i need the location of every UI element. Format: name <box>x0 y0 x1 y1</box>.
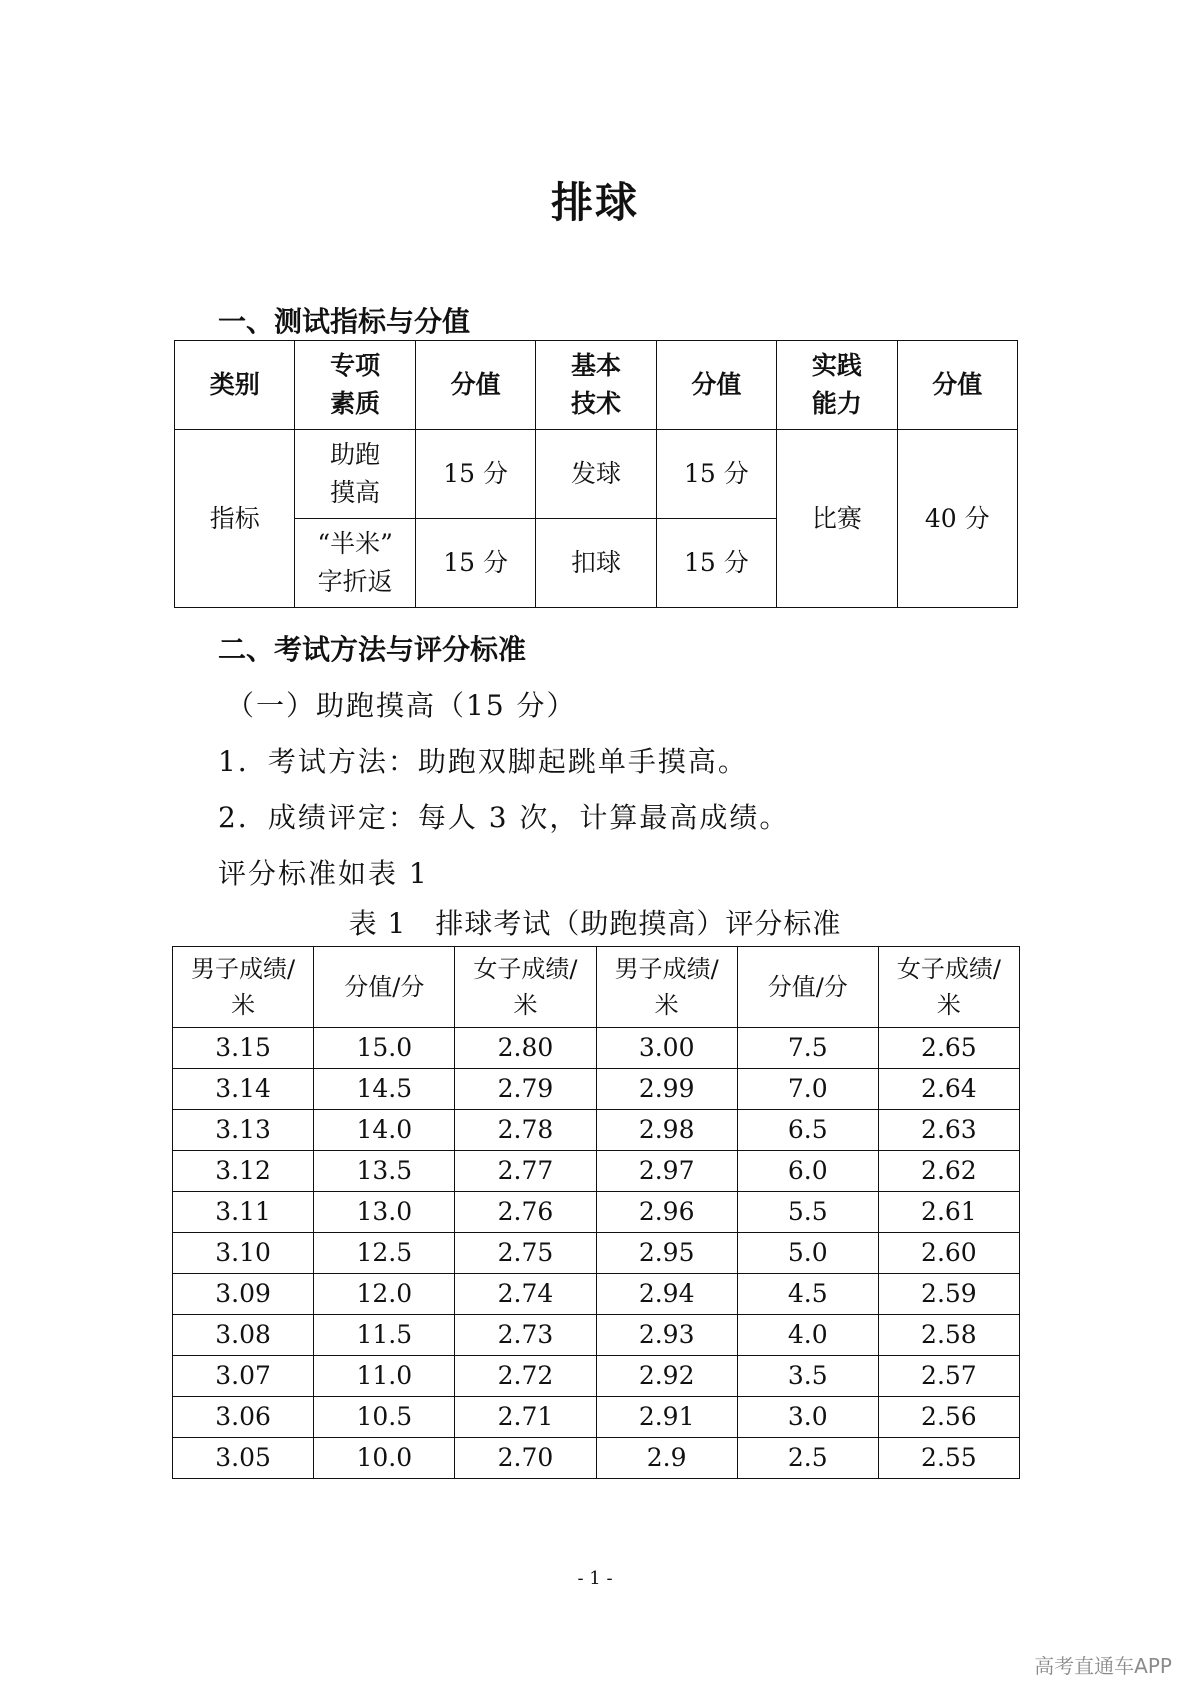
table-row <box>173 1069 1020 1110</box>
table-cell: 5.0 <box>737 1233 878 1274</box>
table-cell: 3.08 <box>173 1315 314 1356</box>
table-cell: 14.5 <box>314 1069 455 1110</box>
table-cell: 3.10 <box>173 1233 314 1274</box>
table-cell: 6.5 <box>737 1110 878 1151</box>
table-cell: 2.62 <box>878 1151 1019 1192</box>
table-cell: 2.77 <box>455 1151 596 1192</box>
table-cell: 11.0 <box>314 1356 455 1397</box>
table-cell: 11.5 <box>314 1315 455 1356</box>
score-cell: 15 分 <box>656 519 776 608</box>
table-cell: 13.5 <box>314 1151 455 1192</box>
score-cell: 15 分 <box>415 519 535 608</box>
table-cell: 2.76 <box>455 1192 596 1233</box>
header-cell: 男子成绩/ 米 <box>173 947 314 1028</box>
table-cell: 2.95 <box>596 1233 737 1274</box>
subsection-heading: （一）助跑摸高（15 分） <box>226 689 577 722</box>
table-cell: 2.92 <box>596 1356 737 1397</box>
table-cell: 3.13 <box>173 1110 314 1151</box>
table-cell: 2.80 <box>455 1028 596 1069</box>
score-index-table <box>174 340 1018 608</box>
table-body <box>173 1028 1020 1479</box>
watermark: 高考直通车APP <box>1034 1654 1172 1678</box>
table-cell: 2.98 <box>596 1110 737 1151</box>
page-title: 排球 <box>550 178 639 227</box>
table-cell: 3.09 <box>173 1274 314 1315</box>
table-cell: 4.0 <box>737 1315 878 1356</box>
table-cell: 3.00 <box>596 1028 737 1069</box>
table-cell: 5.5 <box>737 1192 878 1233</box>
table-cell: 10.5 <box>314 1397 455 1438</box>
table-row <box>173 1274 1020 1315</box>
table-cell: 2.63 <box>878 1110 1019 1151</box>
header-cell: 分值 <box>897 341 1017 430</box>
table-row <box>173 1233 1020 1274</box>
table-cell: 2.57 <box>878 1356 1019 1397</box>
score-cell: 15 分 <box>415 430 535 519</box>
table-row <box>173 1315 1020 1356</box>
header-cell: 女子成绩/ 米 <box>878 947 1019 1028</box>
category-cell: 指标 <box>175 430 295 608</box>
table-cell: 3.0 <box>737 1397 878 1438</box>
table-row <box>175 430 1018 519</box>
practice-cell: 比赛 <box>777 430 897 608</box>
table-cell: 3.5 <box>737 1356 878 1397</box>
table-row <box>173 1028 1020 1069</box>
header-cell: 女子成绩/ 米 <box>455 947 596 1028</box>
table-cell: 2.79 <box>455 1069 596 1110</box>
table-cell: 15.0 <box>314 1028 455 1069</box>
table-cell: 2.9 <box>596 1438 737 1479</box>
table-cell: 2.74 <box>455 1274 596 1315</box>
table-row <box>173 1356 1020 1397</box>
technique-cell: 扣球 <box>536 519 656 608</box>
table-cell: 3.07 <box>173 1356 314 1397</box>
table-cell: 2.91 <box>596 1397 737 1438</box>
table-header-row <box>173 947 1020 1028</box>
page-number: - 1 - <box>577 1568 613 1589</box>
table-row <box>173 1151 1020 1192</box>
score-cell: 15 分 <box>656 430 776 519</box>
evaluation-text: 2．成绩评定：每人 3 次，计算最高成绩。 <box>218 801 790 834</box>
header-cell: 男子成绩/ 米 <box>596 947 737 1028</box>
table-row <box>173 1397 1020 1438</box>
table-cell: 2.64 <box>878 1069 1019 1110</box>
table-cell: 13.0 <box>314 1192 455 1233</box>
table-cell: 2.75 <box>455 1233 596 1274</box>
table-cell: 2.73 <box>455 1315 596 1356</box>
standard-note: 评分标准如表 1 <box>218 857 429 890</box>
header-cell: 分值/分 <box>314 947 455 1028</box>
table-cell: 3.14 <box>173 1069 314 1110</box>
table-cell: 2.65 <box>878 1028 1019 1069</box>
table-cell: 3.05 <box>173 1438 314 1479</box>
header-cell: 分值 <box>415 341 535 430</box>
header-cell: 基本 技术 <box>536 341 656 430</box>
section-heading-1: 一、测试指标与分值 <box>218 305 471 338</box>
table-cell: 10.0 <box>314 1438 455 1479</box>
table-row <box>173 1110 1020 1151</box>
table-cell: 2.97 <box>596 1151 737 1192</box>
quality-cell: 助跑 摸高 <box>295 430 415 519</box>
method-text: 1．考试方法：助跑双脚起跳单手摸高。 <box>218 745 748 778</box>
table-cell: 3.11 <box>173 1192 314 1233</box>
header-cell: 实践 能力 <box>777 341 897 430</box>
practice-score-cell: 40 分 <box>897 430 1017 608</box>
table-cell: 2.56 <box>878 1397 1019 1438</box>
table-cell: 2.5 <box>737 1438 878 1479</box>
table-cell: 2.61 <box>878 1192 1019 1233</box>
table-cell: 2.93 <box>596 1315 737 1356</box>
table-cell: 3.15 <box>173 1028 314 1069</box>
table-cell: 2.96 <box>596 1192 737 1233</box>
table-cell: 2.58 <box>878 1315 1019 1356</box>
table-cell: 3.12 <box>173 1151 314 1192</box>
table-row <box>173 1438 1020 1479</box>
table-cell: 12.5 <box>314 1233 455 1274</box>
table-cell: 2.72 <box>455 1356 596 1397</box>
table-cell: 4.5 <box>737 1274 878 1315</box>
header-cell: 专项 素质 <box>295 341 415 430</box>
table-caption: 表 1 排球考试（助跑摸高）评分标准 <box>348 907 842 940</box>
table-header-row <box>175 341 1018 430</box>
quality-cell: “半米” 字折返 <box>295 519 415 608</box>
table-cell: 6.0 <box>737 1151 878 1192</box>
table-cell: 2.78 <box>455 1110 596 1151</box>
table-cell: 3.06 <box>173 1397 314 1438</box>
table-cell: 2.71 <box>455 1397 596 1438</box>
table-cell: 7.5 <box>737 1028 878 1069</box>
table-cell: 12.0 <box>314 1274 455 1315</box>
table-row <box>173 1192 1020 1233</box>
header-cell: 分值 <box>656 341 776 430</box>
header-cell: 类别 <box>175 341 295 430</box>
scoring-standard-table <box>172 946 1020 1479</box>
table-cell: 2.55 <box>878 1438 1019 1479</box>
table-cell: 2.94 <box>596 1274 737 1315</box>
table-cell: 2.70 <box>455 1438 596 1479</box>
table-cell: 14.0 <box>314 1110 455 1151</box>
table-cell: 2.60 <box>878 1233 1019 1274</box>
table-cell: 2.99 <box>596 1069 737 1110</box>
table-cell: 7.0 <box>737 1069 878 1110</box>
section-heading-2: 二、考试方法与评分标准 <box>218 633 527 666</box>
technique-cell: 发球 <box>536 430 656 519</box>
header-cell: 分值/分 <box>737 947 878 1028</box>
table-cell: 2.59 <box>878 1274 1019 1315</box>
